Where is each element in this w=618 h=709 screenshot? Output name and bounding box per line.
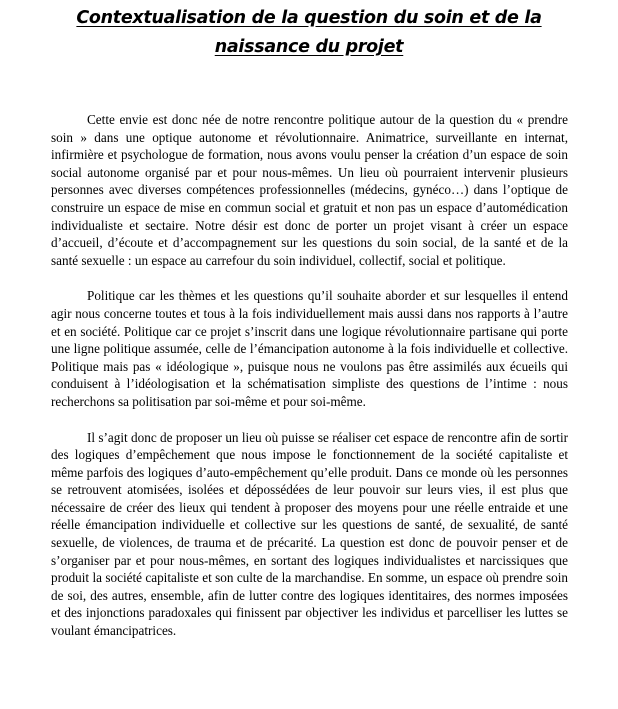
document-title: Contextualisation de la question du soin et de la naissance du projet: [76, 8, 542, 57]
document-body: [51, 111, 568, 658]
paragraph-2: Politique car les thèmes et les questions qu’il souhaite aborder et sur lesquelles il entend agir nous concerne toutes et tous à la fois individuellement mais aussi dans nos rapports à l’autre et en société. Politique car ce projet s’inscrit dans une logique révolutionnaire partisane qui porte une ligne politique assumée, celle de l’émancipation autonome à la fois individuelle et collective. Politique mais pas « idéologique », puisque nous ne voulons pas être assimilés aux écueils qui conduisent à l’idéologisation et la schématisation simpliste des questions de l’intime : nous recherchons sa politisation par soi-même et pour soi-même.: [51, 288, 568, 409]
paragraph-3: Il s’agit donc de proposer un lieu où puisse se réaliser cet espace de rencontre afin de sortir des logiques d’empêchement que nous impose le fonctionnement de la société capitaliste et même parfois des logiques d’auto-empêchement qu’elle produit. Dans ce monde où les personnes se retrouvent atomisées, isolées et dépossédées de leur pouvoir sur leurs vies, il est plus que nécessaire de créer des lieux qui tendent à proposer des moyens pour une réelle entraide et une réelle émancipation individuelle et collective sur les questions de santé, de sexualité, de santé sexuelle, de violences, de trauma et de précarité. La question est donc de pouvoir penser et de s’organiser par et pour nous-mêmes, en sortant des logiques individualistes et narcissiques que produit la société capitaliste et son culte de la marchandise. En somme, un espace où prendre soin de soi, des autres, ensemble, afin de lutter contre des logiques identitaires, des normes imposées et des injonctions paradoxales qui finissent par objectiver les individus et parcelliser les luttes se voulant émancipatrices.: [51, 429, 568, 639]
paragraph-1: Cette envie est donc née de notre rencontre politique autour de la question du « prendre soin » dans une optique autonome et révolutionnaire. Animatrice, surveillante en internat, infirmière et psychologue de formation, nous avons voulu penser la création d’un espace de soin social autonome organisé par et pour nous-mêmes. Un lieu où pourraient intervenir plusieurs personnes avec diverses compétences professionnelles (médecins, gynéco…) dans l’optique de construire un espace de mise en commun social et gratuit et non pas un espace d’automédication individualiste et sectaire. Notre désir est donc de porter un projet visant à créer un espace d’accueil, d’écoute et d’accompagnement sur les questions du soin social, de la santé et de la santé sexuelle : un espace au carrefour du soin individuel, collectif, social et politique.: [51, 112, 568, 268]
